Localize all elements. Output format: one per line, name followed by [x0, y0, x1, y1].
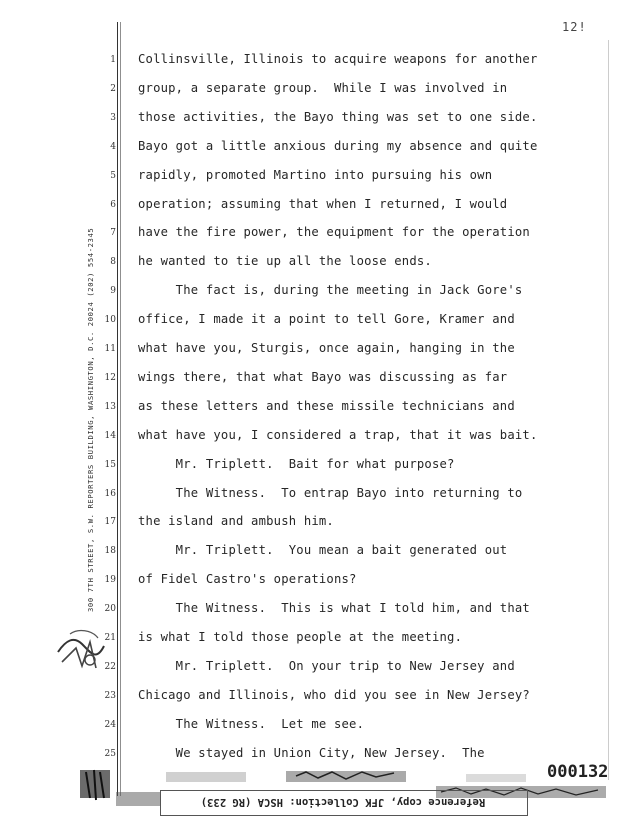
line-number: 2 [110, 84, 116, 94]
line-number: 10 [104, 315, 116, 325]
transcript-line: The Witness. To entrap Bayo into returning to [138, 486, 523, 500]
transcript-line: what have you, Sturgis, once again, hanging in the [138, 341, 515, 355]
right-margin-rule [608, 40, 609, 780]
line-number: 18 [104, 546, 116, 556]
transcript-line: Mr. Triplett. On your trip to New Jersey and [138, 659, 515, 673]
line-number: 14 [104, 431, 116, 441]
line-number: 15 [104, 460, 116, 470]
line-number: 23 [104, 691, 116, 701]
transcript-line: what have you, I considered a trap, that it was bait. [138, 428, 538, 442]
transcript-line: of Fidel Castro's operations? [138, 572, 357, 586]
line-number: 21 [104, 633, 116, 643]
line-number: 8 [110, 257, 116, 267]
line-number: 22 [104, 662, 116, 672]
line-number: 12 [104, 373, 116, 383]
transcript-line: group, a separate group. While I was involved in [138, 81, 508, 95]
line-number: 7 [110, 228, 116, 238]
transcript-line: wings there, that what Bayo was discussing as far [138, 370, 508, 384]
transcript-line: rapidly, promoted Martino into pursuing his own [138, 168, 493, 182]
transcript-line: Mr. Triplett. Bait for what purpose? [138, 457, 455, 471]
line-number: 17 [104, 517, 116, 527]
left-margin-rule-inner [120, 22, 121, 796]
left-margin-rule [117, 22, 118, 796]
transcript-line: The Witness. Let me see. [138, 717, 365, 731]
transcript-line: Collinsville, Illinois to acquire weapons for another [138, 52, 538, 66]
transcript-line: office, I made it a point to tell Gore, Kramer and [138, 312, 515, 326]
transcript-line: as these letters and these missile technicians and [138, 399, 515, 413]
page-number: 12! [562, 20, 587, 34]
transcript-line: The Witness. This is what I told him, and that [138, 601, 530, 615]
line-number: 16 [104, 489, 116, 499]
transcript-line: operation; assuming that when I returned, I would [138, 197, 508, 211]
transcript-line: have the fire power, the equipment for the operation [138, 225, 530, 239]
transcript-line: Chicago and Illinois, who did you see in New Jersey? [138, 688, 530, 702]
line-number: 1 [110, 55, 116, 65]
line-number: 19 [104, 575, 116, 585]
handwritten-mark [52, 622, 112, 682]
transcript-line: Mr. Triplett. You mean a bait generated out [138, 543, 508, 557]
transcript-line: We stayed in Union City, New Jersey. The [138, 746, 485, 760]
line-number: 5 [110, 171, 116, 181]
transcript-line: is what I told those people at the meeting. [138, 630, 463, 644]
line-number: 9 [110, 286, 116, 296]
document-stamp-number: 000132 [547, 762, 609, 782]
reporter-address: 300 7TH STREET, S.W. REPORTERS BUILDING, WASHINGTON, D.C. 20024 (202) 554-2345 [86, 227, 95, 612]
line-number: 20 [104, 604, 116, 614]
transcript-line: the island and ambush him. [138, 514, 334, 528]
line-number: 24 [104, 720, 116, 730]
line-number: 11 [104, 344, 116, 354]
line-number: 6 [110, 200, 116, 210]
line-number: 13 [104, 402, 116, 412]
line-number: 3 [110, 113, 116, 123]
transcript-line: The fact is, during the meeting in Jack Gore's [138, 283, 523, 297]
transcript-line: he wanted to tie up all the loose ends. [138, 254, 432, 268]
line-number: 25 [104, 749, 116, 759]
transcript-line: those activities, the Bayo thing was set to one side. [138, 110, 538, 124]
collection-reference-label: Reference copy, JFK Collection: HSCA (RG 233) [200, 796, 486, 808]
line-number: 4 [110, 142, 116, 152]
transcript-line: Bayo got a little anxious during my absence and quite [138, 139, 538, 153]
